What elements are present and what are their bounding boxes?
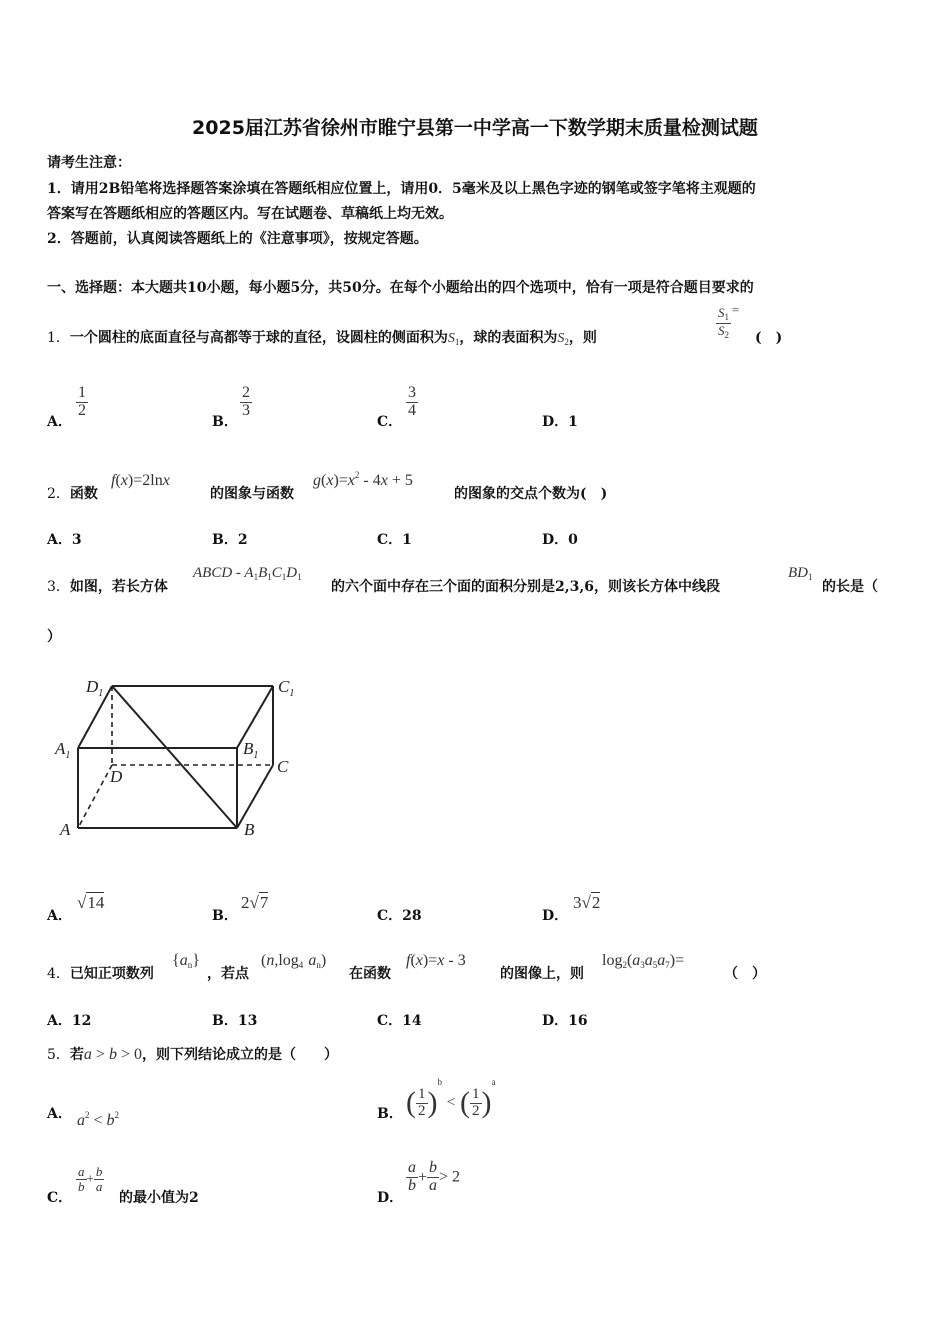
question-4-text2: 在函数: [349, 966, 391, 982]
option-c-fraction: $\frac{3}{4}$: [408, 384, 416, 419]
label-b1: $B_1$: [243, 739, 259, 761]
question-number: 1．: [47, 330, 70, 346]
math-s1: $S_1$: [447, 331, 460, 347]
answer-blank: （ ）: [724, 966, 766, 982]
notice-line-1b: 答案写在答题纸相应的答题区内。写在试题卷、草稿纸上均无效。: [47, 206, 453, 222]
question-3-text: 的六个面中存在三个面的面积分别是2,3,6，则该长方体中线段: [331, 579, 720, 595]
option-b-label: B．: [212, 414, 238, 430]
question-1: 1．一个圆柱的底面直径与高都等于球的直径，设圆柱的侧面积为$S_1$，球的表面积为$S_2$，则: [47, 330, 597, 347]
hidden-edge: [78, 765, 112, 828]
math-bd1: $BD_1$: [788, 565, 813, 582]
question-number: 2．: [47, 486, 70, 502]
math-s2: $S_2$: [557, 331, 569, 347]
math-box: ABCD - $A_1B_1C_1D_1$: [193, 565, 302, 582]
option-b-label: B．: [377, 1106, 403, 1122]
question-number: 3．: [47, 579, 70, 595]
math-log: $\log_2(a_3a_5a_7)=$: [602, 952, 685, 970]
page-title: 2025届江苏省徐州市睢宁县第一中学高一下数学期末质量检测试题: [192, 117, 758, 139]
option-c-label: C．: [47, 1190, 73, 1206]
math-g: $g(x)=x^2 - 4x + 5$: [313, 470, 413, 489]
question-3-close: ）: [47, 629, 61, 645]
notice-line-1: 1．请用2B铅笔将选择题答案涂填在答题纸相应位置上，请用0．5毫米及以上黑色字迹的钢笔或签字笔将主观题的: [47, 181, 756, 197]
option-d: D．16: [542, 1013, 588, 1029]
option-d-value: 3√2: [573, 893, 601, 912]
option-c-text: 的最小值为2: [119, 1190, 199, 1206]
option-a-math: $a^2 < b^2$: [77, 1110, 120, 1129]
math-point: ($n,\log_4$ $a_n$): [261, 952, 327, 970]
option-a-label: A．: [47, 414, 72, 430]
question-4-text1: ，若点: [207, 966, 249, 982]
math-ratio: $\frac{S_1}{S_2}$ =: [718, 302, 740, 340]
math-fx: f(x)=x - 3: [406, 952, 466, 969]
option-a: A．3: [47, 532, 82, 548]
option-c-math: $\frac{a}{b}$ + $\frac{b}{a}$: [78, 1164, 103, 1194]
label-d1: $D_1$: [86, 677, 104, 699]
question-number: 5．: [47, 1047, 70, 1063]
option-a-label: A．: [47, 1106, 72, 1122]
label-d: D: [110, 767, 123, 786]
option-c: C．14: [377, 1013, 422, 1029]
section-heading: 一、选择题：本大题共10小题，每小题5分，共50分。在每个小题给出的四个选项中，恰有一项是符合题目要求的: [47, 280, 754, 296]
answer-blank: ( ): [755, 330, 783, 346]
option-b-math: ( $\frac{1}{2}$ )$^b$ < ( $\frac{1}{2}$ )$^a$: [406, 1077, 496, 1119]
option-d-math: $\frac{a}{b}$ + $\frac{b}{a}$ > 2: [408, 1159, 461, 1194]
option-d-label: D．: [377, 1190, 404, 1206]
question-2-tail: 的图象的交点个数为( ): [454, 486, 608, 502]
option-c-label: C．: [377, 414, 403, 430]
question-2-text: 的图象与函数: [210, 486, 294, 502]
question-3: 3．如图，若长方体: [47, 579, 168, 595]
question-4-text3: 的图像上，则: [500, 966, 584, 982]
question-number: 4．: [47, 966, 70, 982]
option-d: D．1: [542, 414, 578, 430]
cuboid-figure: [50, 670, 310, 860]
option-b-fraction: $\frac{2}{3}$: [242, 384, 250, 419]
question-5: 5．若a > b > 0，则下列结论成立的是（ ）: [47, 1046, 338, 1063]
question-3-tail: 的长是（: [822, 579, 878, 595]
diagonal-bd1: [112, 686, 237, 828]
label-c1: $C_1$: [278, 677, 295, 699]
option-a: A．12: [47, 1013, 92, 1029]
notice-heading: 请考生注意：: [47, 155, 131, 171]
math-f: f(x)=2lnx: [111, 472, 170, 489]
question-4: 4．已知正项数列: [47, 966, 154, 982]
label-b: B: [244, 820, 255, 839]
option-a-label: A．: [47, 908, 72, 924]
label-c: C: [277, 757, 289, 776]
label-a1: $A_1$: [55, 739, 71, 761]
option-b: B．2: [212, 532, 248, 548]
question-2: 2．函数: [47, 486, 98, 502]
option-d: D．0: [542, 532, 578, 548]
option-b: B．13: [212, 1013, 258, 1029]
option-b-label: B．: [212, 908, 238, 924]
option-a-fraction: $\frac{1}{2}$: [78, 384, 86, 419]
label-a: A: [60, 820, 71, 839]
option-b-value: 2√7: [241, 893, 269, 912]
option-d-label: D．: [542, 908, 569, 924]
edge: [237, 765, 273, 828]
math-seq: $\{a_n\}$: [172, 952, 200, 970]
option-c: C．1: [377, 532, 412, 548]
option-c: C．28: [377, 908, 422, 924]
option-a-value: √14: [77, 893, 105, 912]
notice-line-2: 2．答题前，认真阅读答题纸上的《注意事项》，按规定答题。: [47, 231, 428, 247]
